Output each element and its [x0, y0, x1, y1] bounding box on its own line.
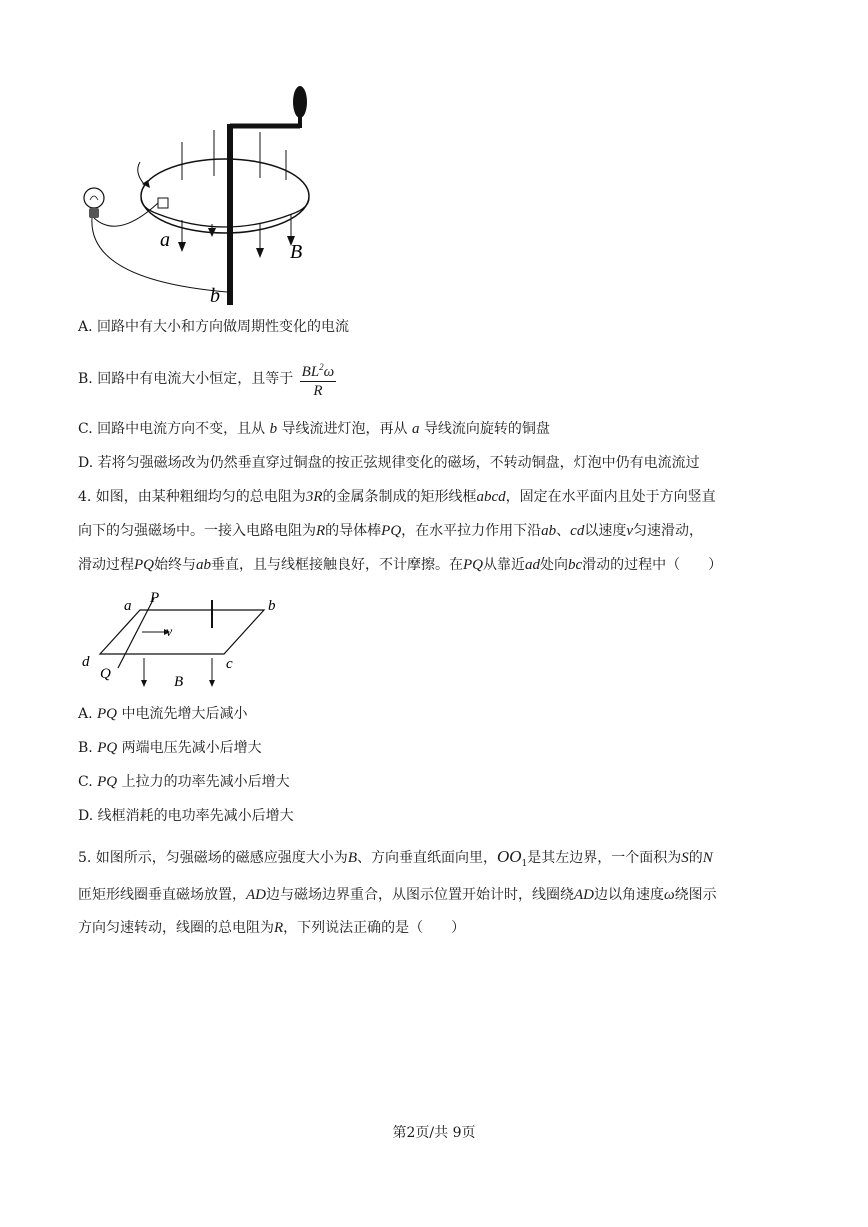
label-b: b: [210, 285, 220, 307]
label-P: P: [150, 590, 160, 606]
copper-disk-figure: [78, 80, 338, 310]
label-a: a: [124, 598, 132, 614]
q3-option-a: A. 回路中有大小和方向做周期性变化的电流: [78, 319, 350, 335]
q4-stem-line2: 向下的匀强磁场中。一接入电路电阻为R的导体棒PQ，在水平拉力作用下沿ab、cd以速度v匀速滑动，: [78, 523, 704, 539]
fraction-bl2w-over-r: $\frac{BL^2\omega}{R}$: [300, 358, 337, 400]
q5-stem-line1: 5. 如图所示，匀强磁场的磁感应强度大小为B、方向垂直纸面向里，$OO_1$是其左边界，一个面积为S的N: [78, 847, 713, 869]
q5-stem-line3: 方向匀速转动，线圈的总电阻为R，下列说法正确的是（ ）: [78, 920, 466, 936]
label-a: a: [160, 229, 170, 251]
q4-option-a: A. PQ 中电流先增大后减小: [78, 706, 248, 722]
q4-stem-line3: 滑动过程PQ始终与ab垂直，且与线框接触良好，不计摩擦。在PQ从靠近ad处向bc滑动的过程中（ ）: [78, 557, 723, 573]
bulb: [84, 188, 104, 208]
label-B: B: [174, 674, 184, 690]
rectangular-frame: [100, 610, 264, 654]
frame-rod-figure: [78, 588, 288, 693]
label-b: b: [268, 598, 276, 614]
q4-stem-line1: 4. 如图，由某种粗细均匀的总电阻为3R的金属条制成的矩形线框abcd，固定在水平面内且处于方向竖直: [78, 489, 716, 505]
label-d: d: [82, 654, 90, 670]
page-footer: 第2页/共 9页: [392, 1125, 476, 1141]
q3-option-d: D. 若将匀强磁场改为仍然垂直穿过铜盘的按正弦规律变化的磁场，不转动铜盘，灯泡中仍有电流流过: [78, 455, 700, 471]
q3-option-b: B. 回路中有电流大小恒定，且等于 $\frac{BL^2\omega}{R}$: [78, 358, 338, 400]
q5-stem-line2: 匝矩形线圈垂直磁场放置，AD边与磁场边界重合，从图示位置开始计时，线圈绕AD边以角速度ω绕图示: [78, 887, 717, 903]
label-v: v: [166, 625, 173, 640]
label-B: B: [290, 241, 303, 263]
q4-option-c: C. PQ 上拉力的功率先减小后增大: [78, 774, 290, 790]
copper-disk: [141, 159, 309, 233]
q3-option-c: C. 回路中电流方向不变，且从 b 导线流进灯泡，再从 a 导线流向旋转的铜盘: [78, 421, 550, 437]
q4-option-b: B. PQ 两端电压先减小后增大: [78, 740, 262, 756]
crank-knob: [293, 86, 307, 118]
q4-option-d: D. 线框消耗的电功率先减小后增大: [78, 808, 294, 824]
label-c: c: [226, 656, 233, 672]
label-Q: Q: [100, 666, 111, 682]
